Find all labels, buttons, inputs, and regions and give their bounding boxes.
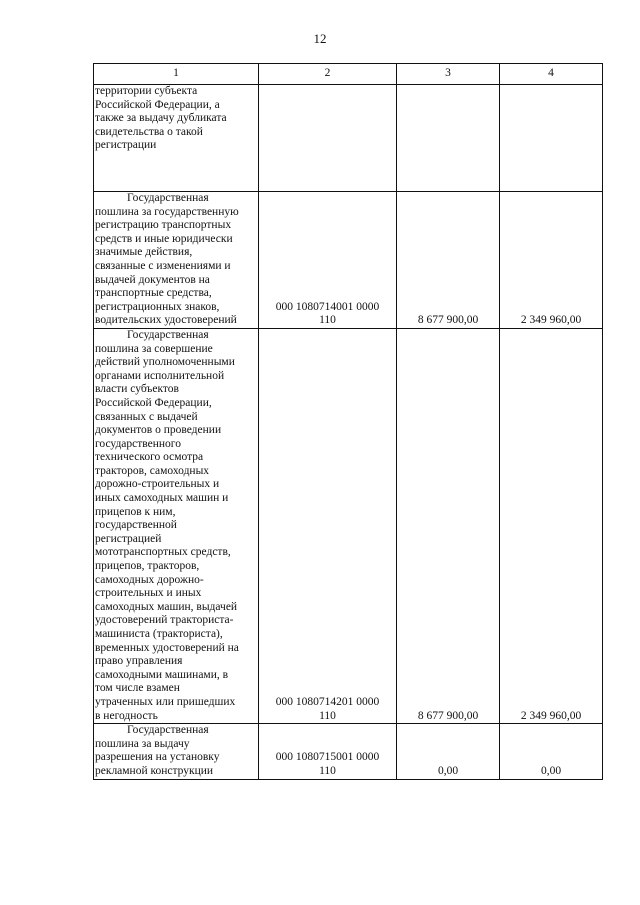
description-line: государственной (95, 519, 177, 532)
description-line: утраченных или пришедших (95, 695, 236, 708)
row-3-description (94, 328, 259, 723)
page-number: 12 (313, 31, 327, 46)
description-line: власти субъектов (95, 383, 179, 396)
row-4-code (259, 724, 397, 779)
description-line: регистрационных знаков, (95, 300, 220, 313)
description-line: значимые действия, (95, 246, 193, 259)
description-line: территории субъекта (95, 85, 198, 97)
row-4-value-col4: 0,00 (500, 724, 603, 779)
description-line: прицепов, тракторов, (95, 560, 200, 573)
row-4-value-col3: 0,00 (397, 724, 500, 779)
row-2-value-col4: 2 349 960,00 (500, 192, 603, 329)
column-header-4: 4 (500, 64, 603, 85)
description-line: технического осмотра (95, 451, 204, 464)
row-2-code (259, 192, 397, 329)
description-line: мототранспортных средств, (95, 546, 231, 559)
description-line: в негодность (95, 709, 158, 722)
code-line: 000 1080715001 0000 (275, 751, 380, 764)
description-line: Российской Федерации, (95, 396, 212, 409)
row-1-code (259, 85, 397, 192)
description-line: Государственная (127, 328, 209, 341)
row-3-code (259, 328, 397, 723)
description-line: самоходными машинами, в (95, 668, 229, 681)
description-line: самоходных машин, выдачей (95, 600, 238, 613)
description-line: свидетельства о такой (95, 125, 203, 138)
description-line: водительских удостоверений (95, 314, 237, 327)
code-line: 110 (319, 709, 336, 722)
row-3-value-col3: 8 677 900,00 (397, 328, 500, 723)
table-row (94, 85, 603, 192)
code-line: 000 1080714001 0000 (275, 300, 380, 313)
description-line: удостоверений тракториста- (95, 614, 234, 627)
code-line: 110 (319, 764, 336, 777)
description-line: дорожно-строительных и (95, 478, 220, 491)
description-line: пошлина за выдачу (95, 737, 190, 750)
row-2-description (94, 192, 259, 329)
description-line: прицепов к ним, (95, 505, 176, 518)
code-line: 110 (319, 314, 336, 327)
description-line: органами исполнительной (95, 369, 225, 382)
description-line: Государственная (127, 192, 209, 204)
budget-table (93, 63, 603, 780)
column-header-1: 1 (94, 64, 259, 85)
description-line: тракторов, самоходных (95, 464, 210, 477)
description-line: Государственная (127, 724, 209, 737)
description-line: связанных с выдачей (95, 410, 198, 423)
row-3-value-col4: 2 349 960,00 (500, 328, 603, 723)
description-line: пошлина за совершение (95, 342, 213, 355)
column-header-3: 3 (397, 64, 500, 85)
description-line: разрешения на установку (95, 751, 220, 764)
description-line: связанные с изменениями и (95, 259, 231, 272)
description-line: регистрации (95, 139, 157, 152)
description-line: регистрацию транспортных (95, 219, 232, 232)
description-line: транспортные средства, (95, 287, 212, 300)
table-row (94, 192, 603, 329)
description-line: Российской Федерации, а (95, 98, 220, 111)
row-2-value-col3: 8 677 900,00 (397, 192, 500, 329)
description-line: рекламной конструкции (95, 764, 214, 777)
row-1-value-col4 (500, 85, 603, 192)
code-line: 000 1080714201 0000 (275, 695, 380, 708)
description-line: пошлина за государственную (95, 205, 239, 218)
row-1-value-col3 (397, 85, 500, 192)
description-line: средств и иные юридически (95, 232, 233, 245)
table-row (94, 328, 603, 723)
description-line: выдачей документов на (95, 273, 210, 286)
description-line: действий уполномоченными (95, 356, 235, 369)
description-line: временных удостоверений на (95, 641, 239, 654)
table-header-row (94, 64, 603, 85)
description-line: документов о проведении (95, 424, 222, 437)
description-line: государственного (95, 437, 181, 450)
table-row (94, 724, 603, 779)
description-line: строительных и иных (95, 587, 202, 600)
description-line: право управления (95, 655, 183, 668)
description-line: самоходных дорожно- (95, 573, 204, 586)
description-line: машиниста (тракториста), (95, 628, 223, 640)
description-line: регистрацией (95, 532, 162, 545)
description-line: также за выдачу дубликата (95, 112, 227, 125)
description-line: том числе взамен (95, 682, 180, 695)
description-line: иных самоходных машин и (95, 492, 229, 505)
row-1-description (94, 85, 259, 192)
row-4-description (94, 724, 259, 779)
column-header-2: 2 (259, 64, 397, 85)
